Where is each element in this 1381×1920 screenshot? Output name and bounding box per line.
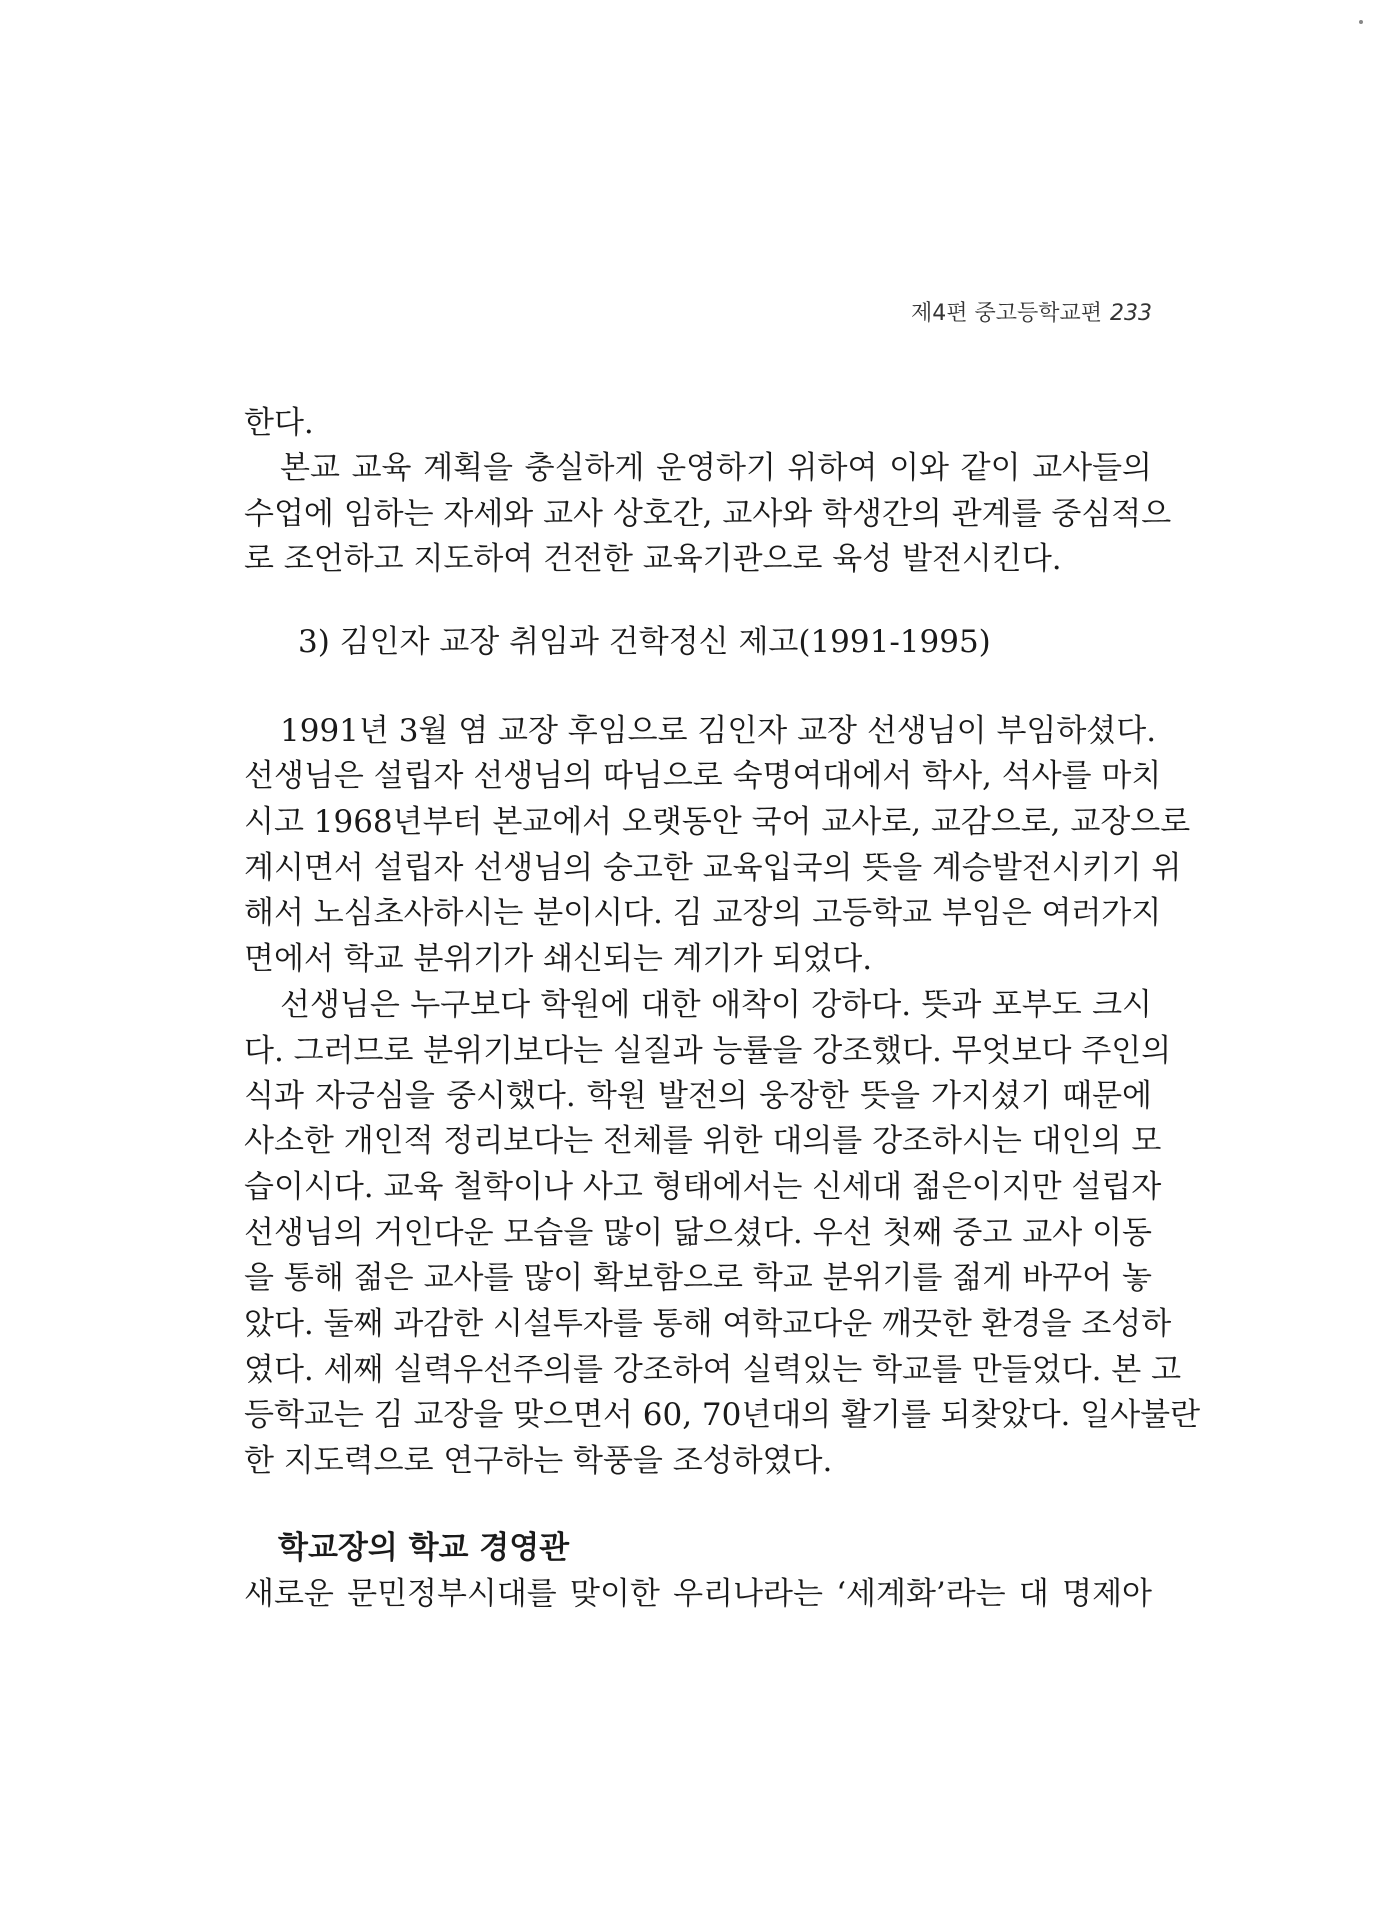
text-line: 수업에 임하는 자세와 교사 상호간, 교사와 학생간의 관계를 중심적으 — [244, 496, 1172, 532]
text-line: 선생님의 거인다운 모습을 많이 닮으셨다. 우선 첫째 중고 교사 이동 — [244, 1215, 1152, 1251]
section-title: 학교장의 학교 경영관 — [278, 1530, 570, 1566]
text-line: 새로운 문민정부시대를 맞이한 우리나라는 ‘세계화’라는 대 명제아 — [244, 1576, 1152, 1612]
scan-speck — [1359, 20, 1363, 24]
text-line: 을 통해 젊은 교사를 많이 확보함으로 학교 분위기를 젊게 바꾸어 놓 — [244, 1260, 1152, 1296]
running-header — [244, 296, 1152, 327]
header-section-title: 제4편 중고등학교편 — [910, 301, 1102, 326]
text-line: 한다. — [244, 405, 314, 441]
text-line: 한 지도력으로 연구하는 학풍을 조성하였다. — [244, 1443, 833, 1479]
text-line: 본교 교육 계획을 충실하게 운영하기 위하여 이와 같이 교사들의 — [280, 450, 1152, 486]
text-line: 해서 노심초사하시는 분이시다. 김 교장의 고등학교 부임은 여러가지 — [244, 895, 1162, 931]
text-line: 선생님은 누구보다 학원에 대한 애착이 강하다. 뜻과 포부도 크시 — [280, 987, 1152, 1023]
page-number: 233 — [1110, 301, 1152, 326]
text-line: 았다. 둘째 과감한 시설투자를 통해 여학교다운 깨끗한 환경을 조성하 — [244, 1306, 1172, 1342]
text-line: 다. 그러므로 분위기보다는 실질과 능률을 강조했다. 무엇보다 주인의 — [244, 1033, 1172, 1069]
text-line: 였다. 세째 실력우선주의를 강조하여 실력있는 학교를 만들었다. 본 고 — [244, 1352, 1182, 1388]
text-line: 1991년 3월 염 교장 후임으로 김인자 교장 선생님이 부임하셨다. — [280, 713, 1157, 749]
text-line: 시고 1968년부터 본교에서 오랫동안 국어 교사로, 교감으로, 교장으로 — [244, 804, 1191, 840]
subheading: 3) 김인자 교장 취임과 건학정신 제고(1991-1995) — [298, 624, 991, 660]
text-line: 식과 자긍심을 중시했다. 학원 발전의 웅장한 뜻을 가지셨기 때문에 — [244, 1078, 1152, 1114]
text-line: 사소한 개인적 정리보다는 전체를 위한 대의를 강조하시는 대인의 모 — [244, 1123, 1162, 1159]
text-line: 로 조언하고 지도하여 건전한 교육기관으로 육성 발전시킨다. — [244, 541, 1062, 577]
text-line: 면에서 학교 분위기가 쇄신되는 계기가 되었다. — [244, 941, 873, 977]
text-line: 등학교는 김 교장을 맞으면서 60, 70년대의 활기를 되찾았다. 일사불란 — [244, 1397, 1201, 1433]
text-line: 습이시다. 교육 철학이나 사고 형태에서는 신세대 젊은이지만 설립자 — [244, 1169, 1162, 1205]
text-line: 선생님은 설립자 선생님의 따님으로 숙명여대에서 학사, 석사를 마치 — [244, 758, 1162, 794]
text-line: 계시면서 설립자 선생님의 숭고한 교육입국의 뜻을 계승발전시키기 위 — [244, 850, 1182, 886]
